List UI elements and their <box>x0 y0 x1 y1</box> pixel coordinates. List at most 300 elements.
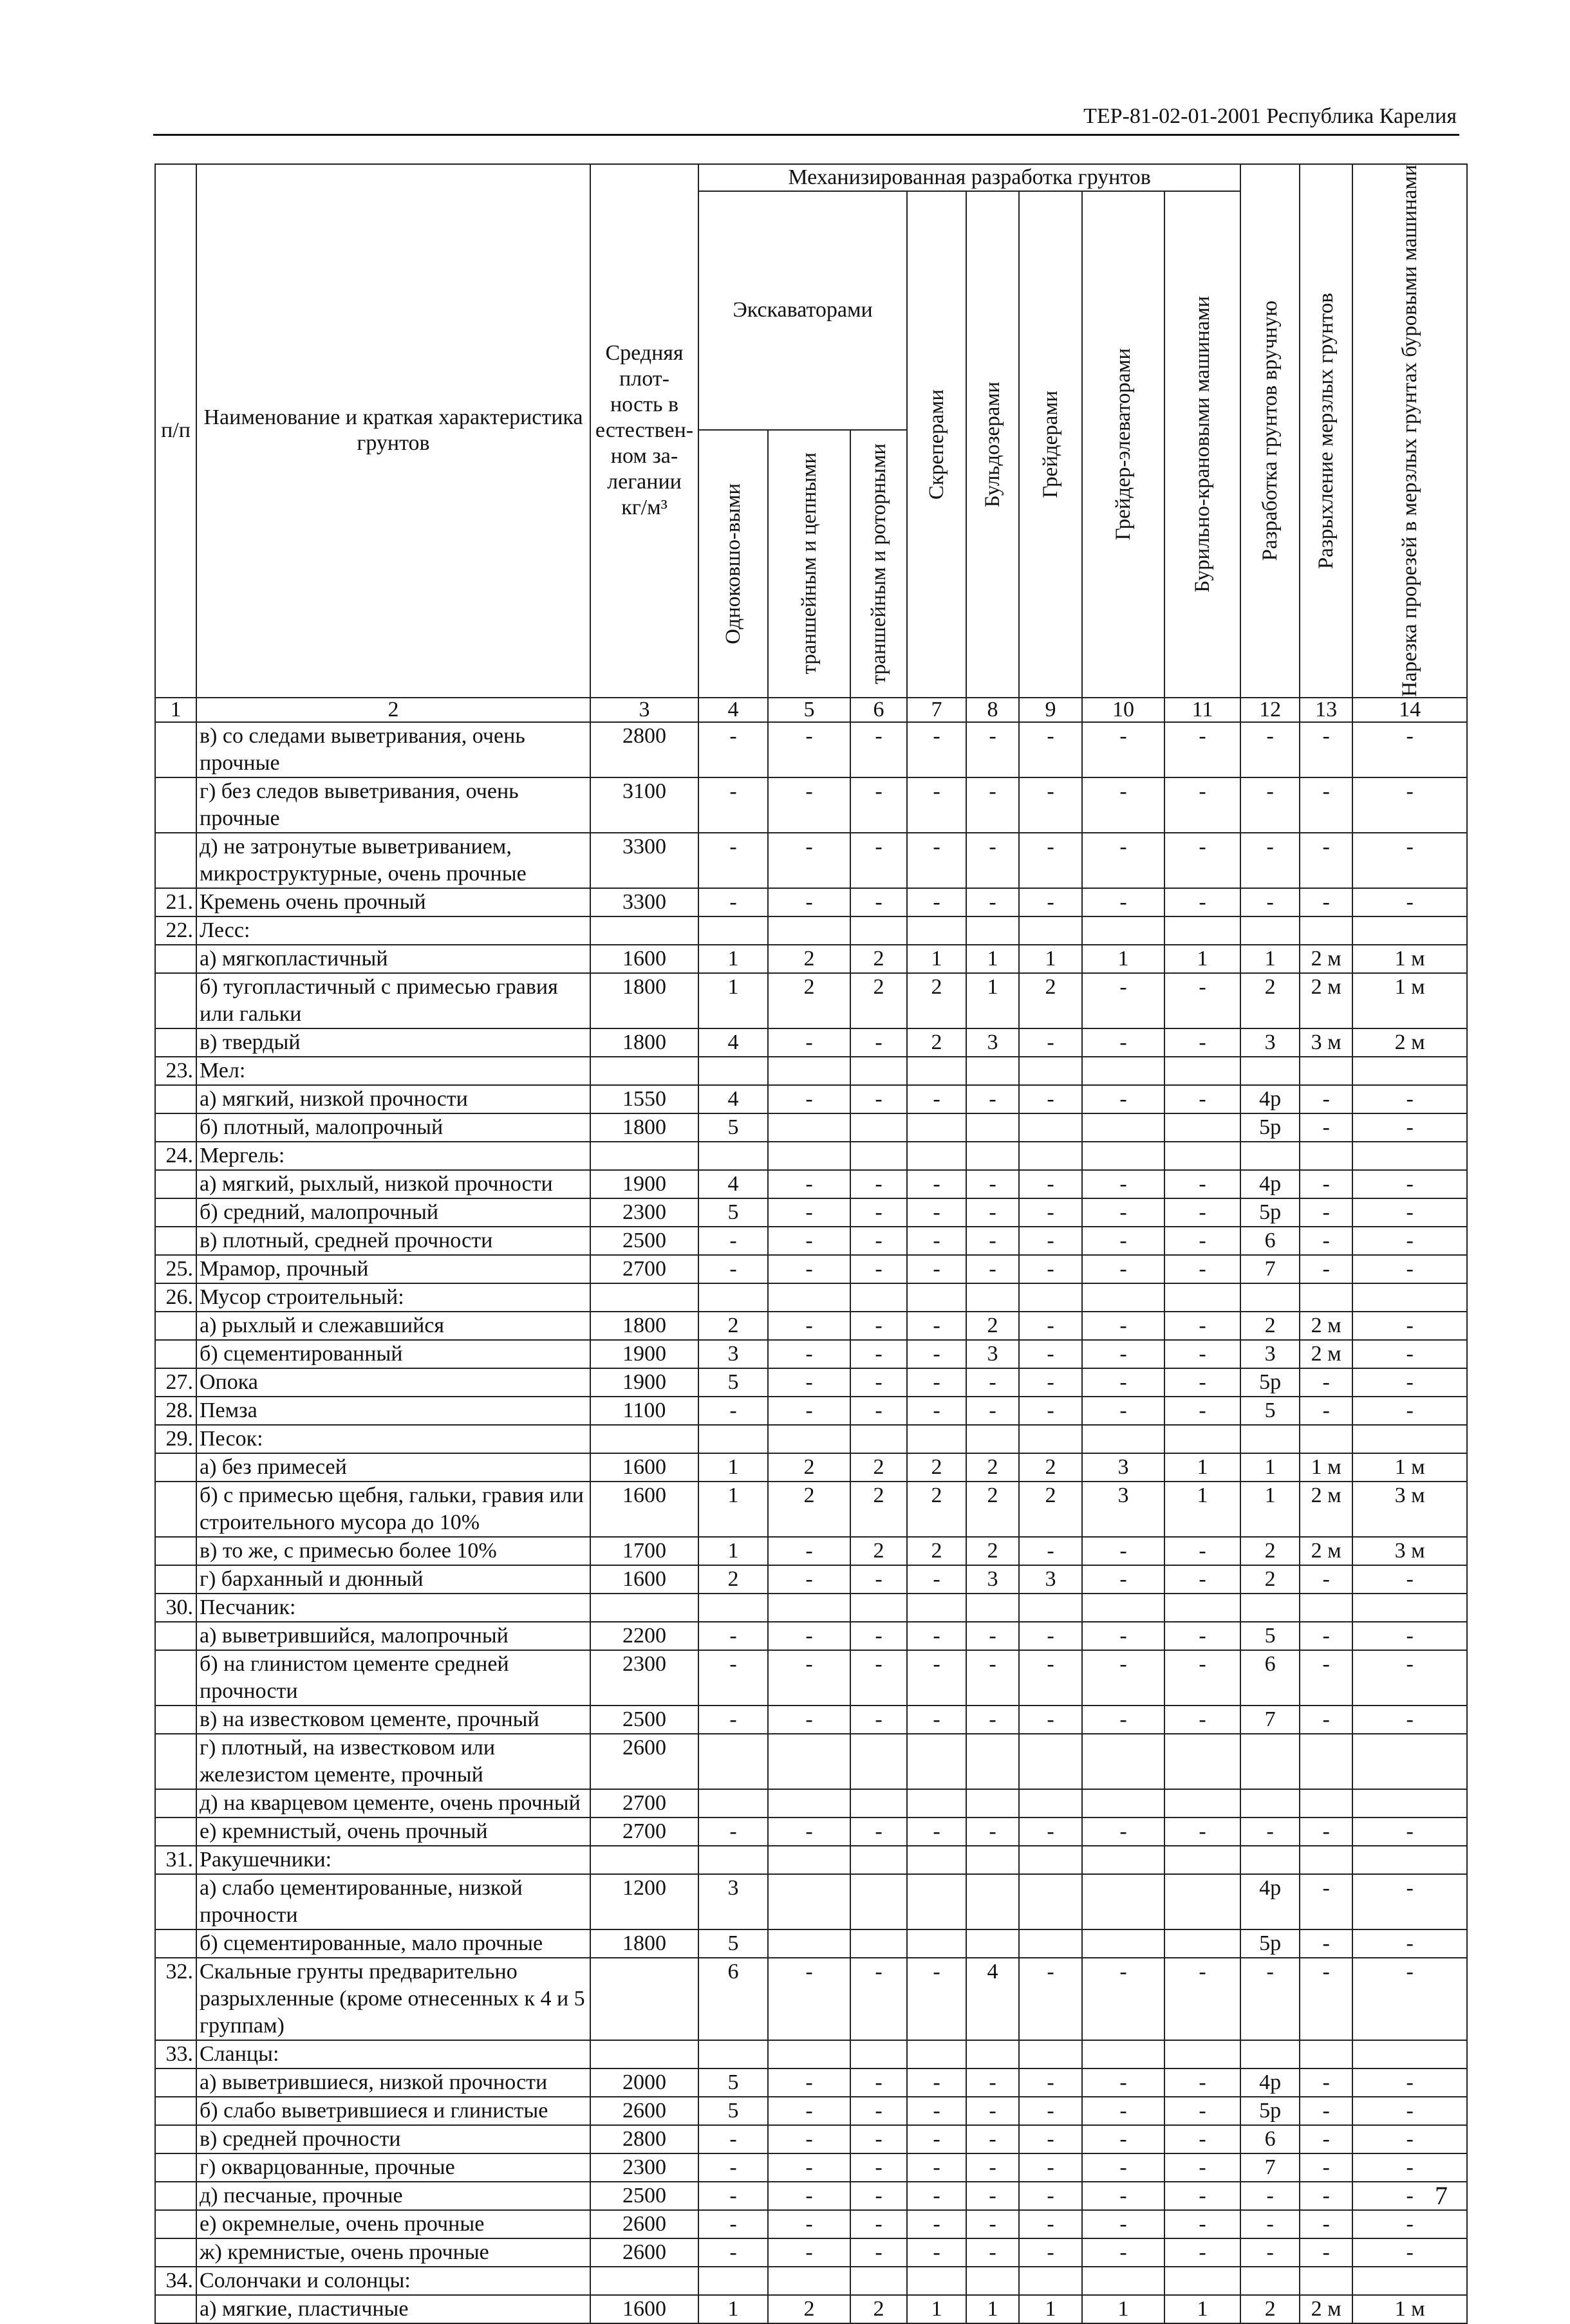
row-number <box>155 777 196 833</box>
soil-group-cell: - <box>1164 1817 1240 1846</box>
soil-group-cell: - <box>698 1397 768 1425</box>
soil-group-cell <box>1240 1425 1300 1453</box>
soil-group-cell <box>1082 1789 1164 1817</box>
soil-group-cell: - <box>1019 1817 1082 1846</box>
soil-group-cell: - <box>1019 2125 1082 2153</box>
soil-group-cell <box>1082 1929 1164 1958</box>
soil-group-cell: - <box>966 2068 1019 2097</box>
soil-group-cell: - <box>966 1368 1019 1397</box>
soil-group-cell: - <box>1352 2097 1467 2125</box>
soil-name: в) средней прочности <box>196 2125 590 2153</box>
soil-group-cell <box>1082 2040 1164 2068</box>
soil-group-cell: - <box>1240 833 1300 888</box>
soil-group-cell <box>1164 1929 1240 1958</box>
soil-group-cell: - <box>768 1650 850 1706</box>
document-header-title: ТЕР-81-02-01-2001 Республика Карелия <box>1083 104 1457 128</box>
table-row <box>155 1958 1467 2040</box>
soil-group-cell: - <box>698 833 768 888</box>
soil-group-cell: - <box>1082 973 1164 1028</box>
soil-group-cell: - <box>966 833 1019 888</box>
soil-group-cell: - <box>1019 1622 1082 1650</box>
soil-group-cell: 2 <box>1240 2295 1300 2323</box>
column-index-row <box>155 698 1467 722</box>
soil-group-cell: - <box>907 2068 966 2097</box>
row-number <box>155 833 196 888</box>
table-row <box>155 2125 1467 2153</box>
soil-name: Опока <box>196 1368 590 1397</box>
soil-group-cell: - <box>966 1170 1019 1198</box>
soil-group-cell: - <box>1019 1227 1082 1255</box>
table-row <box>155 1113 1467 1142</box>
soil-group-cell: - <box>698 1817 768 1846</box>
soil-group-cell <box>698 916 768 945</box>
soil-group-cell <box>966 1929 1019 1958</box>
soil-group-cell: 4р <box>1240 2068 1300 2097</box>
soil-group-cell: - <box>768 2125 850 2153</box>
soil-group-cell <box>1019 1057 1082 1085</box>
row-number <box>155 1817 196 1846</box>
density-value <box>590 916 698 945</box>
header-trench-rotor: траншейным и роторными <box>850 430 907 698</box>
table-row <box>155 1312 1467 1340</box>
soil-group-cell: - <box>1352 1650 1467 1706</box>
soil-group-cell <box>1240 1594 1300 1622</box>
soil-group-cell: - <box>966 1227 1019 1255</box>
header-scrapers: Скреперами <box>907 191 966 698</box>
soil-group-cell: 2 <box>907 1028 966 1057</box>
soil-group-cell: - <box>1019 1340 1082 1368</box>
soil-group-cell: - <box>850 1397 907 1425</box>
soil-group-cell <box>1164 2267 1240 2295</box>
soil-group-cell: - <box>1019 1028 1082 1057</box>
soil-group-cell: 5 <box>698 1198 768 1227</box>
soil-group-cell: 5 <box>1240 1622 1300 1650</box>
soil-group-cell: - <box>1300 1874 1352 1929</box>
soil-group-cell: - <box>850 777 907 833</box>
soil-group-cell: - <box>1352 722 1467 777</box>
soil-name: Песчаник: <box>196 1594 590 1622</box>
soil-group-cell: - <box>1240 2210 1300 2238</box>
soil-group-cell: 1 <box>1164 1453 1240 1482</box>
soil-group-cell <box>1240 2267 1300 2295</box>
density-value: 1550 <box>590 1085 698 1113</box>
soil-group-cell: - <box>1082 1622 1164 1650</box>
soil-group-cell: - <box>1300 2097 1352 2125</box>
soil-group-cell: - <box>1352 1565 1467 1594</box>
soil-group-cell: 2 <box>1240 1565 1300 1594</box>
soil-group-cell: - <box>1082 1227 1164 1255</box>
soil-group-cell: - <box>1164 1565 1240 1594</box>
soil-group-cell: - <box>1352 2125 1467 2153</box>
soil-group-cell: 2 <box>768 1482 850 1537</box>
header-divider <box>153 134 1459 136</box>
row-number <box>155 2210 196 2238</box>
soil-name: а) выветрившийся, малопрочный <box>196 1622 590 1650</box>
soil-group-cell <box>1019 1874 1082 1929</box>
soil-group-cell: 1 <box>1019 2295 1082 2323</box>
soil-group-cell: - <box>1352 1929 1467 1958</box>
soil-group-cell: - <box>1019 2153 1082 2182</box>
row-number: 21. <box>155 888 196 916</box>
soil-group-cell <box>698 1283 768 1312</box>
soil-name: Солончаки и солонцы: <box>196 2267 590 2295</box>
soil-group-cell: - <box>1082 1368 1164 1397</box>
soil-name: г) барханный и дюнный <box>196 1565 590 1594</box>
soil-group-cell: - <box>1240 1958 1300 2040</box>
table-row <box>155 1255 1467 1283</box>
density-value: 2700 <box>590 1817 698 1846</box>
soil-group-cell: - <box>1082 833 1164 888</box>
soil-group-cell: 3 <box>966 1028 1019 1057</box>
soil-group-cell: - <box>1082 1565 1164 1594</box>
soil-group-cell: - <box>1082 777 1164 833</box>
density-value <box>590 1057 698 1085</box>
soil-group-cell: - <box>1352 1397 1467 1425</box>
soil-group-cell <box>768 1113 850 1142</box>
soil-group-cell: - <box>768 1028 850 1057</box>
soil-group-cell: - <box>698 888 768 916</box>
soil-name: б) с примесью щебня, гальки, гравия или строительного мусора до 10% <box>196 1482 590 1537</box>
row-number: 30. <box>155 1594 196 1622</box>
soil-group-cell: - <box>1300 1565 1352 1594</box>
soil-group-cell: 2 м <box>1300 1482 1352 1537</box>
soil-group-cell: 4 <box>698 1170 768 1198</box>
soil-group-cell <box>1082 1142 1164 1170</box>
soil-group-cell: - <box>850 1255 907 1283</box>
soil-group-cell: 5 <box>1240 1397 1300 1425</box>
soil-group-cell: 1 <box>907 945 966 973</box>
soil-group-cell: - <box>907 833 966 888</box>
soil-group-cell: - <box>907 1340 966 1368</box>
soil-group-cell: 7 <box>1240 1706 1300 1734</box>
soil-group-cell <box>907 1057 966 1085</box>
soil-group-cell <box>907 2040 966 2068</box>
soil-group-cell: - <box>1300 1198 1352 1227</box>
soil-group-cell: 3 <box>1240 1028 1300 1057</box>
row-number <box>155 2068 196 2097</box>
soil-group-cell: 1 м <box>1352 945 1467 973</box>
soil-group-cell: 1 м <box>1352 973 1467 1028</box>
soil-group-cell <box>1300 1594 1352 1622</box>
soil-group-cell <box>966 916 1019 945</box>
soil-group-cell <box>1352 1142 1467 1170</box>
soil-group-cell: - <box>850 1085 907 1113</box>
soil-group-cell: 2 <box>850 945 907 973</box>
row-number: 25. <box>155 1255 196 1283</box>
soil-group-cell: - <box>1019 1958 1082 2040</box>
soil-group-cell: - <box>698 777 768 833</box>
row-number <box>155 1622 196 1650</box>
row-number <box>155 1650 196 1706</box>
soil-group-cell: - <box>768 1397 850 1425</box>
soil-group-cell: - <box>1019 1255 1082 1283</box>
soil-group-cell <box>907 2267 966 2295</box>
soil-group-cell: 2 <box>768 1453 850 1482</box>
row-number <box>155 1085 196 1113</box>
soil-group-cell <box>698 1734 768 1789</box>
soil-group-cell: - <box>1164 1255 1240 1283</box>
soil-group-cell <box>1019 1113 1082 1142</box>
soil-group-cell <box>966 1425 1019 1453</box>
density-value: 3100 <box>590 777 698 833</box>
column-index-cell: 4 <box>698 698 768 722</box>
soil-group-cell <box>966 1283 1019 1312</box>
soil-name: в) твердый <box>196 1028 590 1057</box>
density-value: 2500 <box>590 1227 698 1255</box>
header-trench-chain: траншейным и цепными <box>768 430 850 698</box>
soil-group-cell <box>850 1142 907 1170</box>
table-row <box>155 1846 1467 1874</box>
density-value: 2000 <box>590 2068 698 2097</box>
header-number: п/п <box>155 164 196 698</box>
soil-group-cell <box>1019 1846 1082 1874</box>
soil-group-cell <box>850 1283 907 1312</box>
soil-group-cell: - <box>1164 1198 1240 1227</box>
soil-group-cell <box>1240 916 1300 945</box>
header-bulldozers: Бульдозерами <box>966 191 1019 698</box>
soil-group-cell: - <box>1300 1255 1352 1283</box>
soil-name: в) плотный, средней прочности <box>196 1227 590 1255</box>
soil-group-cell <box>1352 2267 1467 2295</box>
soil-group-cell: - <box>1300 2125 1352 2153</box>
soil-group-cell <box>1164 1846 1240 1874</box>
row-number: 33. <box>155 2040 196 2068</box>
soil-group-cell: - <box>768 1085 850 1113</box>
density-value <box>590 2040 698 2068</box>
soil-group-cell <box>1164 1113 1240 1142</box>
soil-group-cell: - <box>1300 1817 1352 1846</box>
soil-group-cell <box>1300 916 1352 945</box>
table-row <box>155 2182 1467 2210</box>
soil-group-cell: - <box>907 1622 966 1650</box>
soil-group-cell: - <box>907 1198 966 1227</box>
soil-group-cell: - <box>1352 1227 1467 1255</box>
soil-group-cell: - <box>698 1706 768 1734</box>
soil-group-cell: 5 <box>698 1368 768 1397</box>
soil-group-cell <box>768 2040 850 2068</box>
soil-group-cell: - <box>1164 1340 1240 1368</box>
density-value: 2700 <box>590 1789 698 1817</box>
soil-name: а) мягкий, низкой прочности <box>196 1085 590 1113</box>
soil-group-cell <box>1019 2040 1082 2068</box>
table-row <box>155 1650 1467 1706</box>
row-number: 22. <box>155 916 196 945</box>
soil-group-cell: 4 <box>698 1028 768 1057</box>
row-number <box>155 1028 196 1057</box>
soil-group-cell: - <box>1352 777 1467 833</box>
soil-group-cell <box>966 1142 1019 1170</box>
header-grader-elevators: Грейдер-элеваторами <box>1082 191 1164 698</box>
soil-group-cell: - <box>1082 888 1164 916</box>
density-value: 2200 <box>590 1622 698 1650</box>
soil-group-cell <box>698 1057 768 1085</box>
soil-group-cell <box>1019 1142 1082 1170</box>
soil-group-cell: - <box>1352 1255 1467 1283</box>
soil-group-cell: 5р <box>1240 2097 1300 2125</box>
soil-name: д) песчаные, прочные <box>196 2182 590 2210</box>
soil-group-cell: - <box>1300 1622 1352 1650</box>
soil-group-cell: - <box>907 888 966 916</box>
soil-group-cell: 6 <box>1240 2125 1300 2153</box>
soil-group-cell: - <box>698 1255 768 1283</box>
soil-group-cell: - <box>1082 2125 1164 2153</box>
soil-group-cell <box>768 1874 850 1929</box>
soil-group-cell: - <box>1300 1113 1352 1142</box>
soil-group-cell <box>907 1283 966 1312</box>
soil-group-cell: 4 <box>966 1958 1019 2040</box>
soil-group-cell <box>768 2267 850 2295</box>
soil-group-cell: - <box>966 888 1019 916</box>
column-index-cell: 6 <box>850 698 907 722</box>
soil-group-cell: - <box>1019 1085 1082 1113</box>
soil-group-cell: 5 <box>698 2097 768 2125</box>
soil-group-cell <box>1164 1734 1240 1789</box>
soil-group-cell: - <box>768 1227 850 1255</box>
soil-group-cell: 7 <box>1240 2153 1300 2182</box>
soil-name: а) слабо цементированные, низкой прочности <box>196 1874 590 1929</box>
table-body <box>155 722 1467 2323</box>
table-row <box>155 1028 1467 1057</box>
soil-group-cell <box>1082 916 1164 945</box>
soil-group-cell: - <box>1019 777 1082 833</box>
density-value: 1800 <box>590 1113 698 1142</box>
soil-group-cell <box>1164 1594 1240 1622</box>
soil-group-cell: 2 <box>1240 1537 1300 1565</box>
table-row <box>155 1789 1467 1817</box>
header-frozen-cutting: Нарезка прорезей в мерзлых грунтах буровыми машинами <box>1352 164 1467 698</box>
row-number <box>155 2125 196 2153</box>
soil-group-cell: - <box>768 2153 850 2182</box>
soil-group-cell: - <box>850 1650 907 1706</box>
soil-group-cell <box>966 2040 1019 2068</box>
header-frozen-loosening: Разрыхление мерзлых грунтов <box>1300 164 1352 698</box>
table-row <box>155 945 1467 973</box>
soil-name: д) не затронутые выветриванием, микроструктурные, очень прочные <box>196 833 590 888</box>
row-number <box>155 2153 196 2182</box>
soil-name: г) плотный, на известковом или железистом цементе, прочный <box>196 1734 590 1789</box>
column-index-cell: 5 <box>768 698 850 722</box>
soil-group-cell: 2 <box>768 973 850 1028</box>
soil-group-cell: - <box>1300 1958 1352 2040</box>
soil-name: Мусор строительный: <box>196 1283 590 1312</box>
soil-group-cell: - <box>907 1397 966 1425</box>
soil-group-cell: 2 <box>1019 973 1082 1028</box>
column-index-cell: 2 <box>196 698 590 722</box>
header-density: Средняя плот-ность в естествен-ном за-легании кг/м³ <box>590 164 698 698</box>
soil-group-cell: - <box>1164 722 1240 777</box>
soil-group-cell: - <box>1082 1028 1164 1057</box>
soil-group-cell: - <box>1082 1312 1164 1340</box>
soil-group-cell: 1 м <box>1352 2295 1467 2323</box>
soil-group-cell: 3 <box>698 1874 768 1929</box>
soil-group-cell: 3 <box>1082 1453 1164 1482</box>
soil-group-cell: 3 <box>1240 1340 1300 1368</box>
soil-group-cell: - <box>768 1340 850 1368</box>
column-index-cell: 1 <box>155 698 196 722</box>
soil-group-cell: - <box>966 2125 1019 2153</box>
soil-group-cell: - <box>1240 722 1300 777</box>
soil-group-cell: - <box>850 1622 907 1650</box>
soil-group-cell: - <box>966 1622 1019 1650</box>
soil-name: Ракушечники: <box>196 1846 590 1874</box>
soil-name: в) то же, с примесью более 10% <box>196 1537 590 1565</box>
soil-group-cell: - <box>1300 2182 1352 2210</box>
soil-group-cell <box>1352 1734 1467 1789</box>
soil-group-cell: - <box>1082 1650 1164 1706</box>
column-index-cell: 13 <box>1300 698 1352 722</box>
soil-group-cell <box>850 1874 907 1929</box>
soil-group-cell <box>1240 1057 1300 1085</box>
soil-group-cell: - <box>850 1227 907 1255</box>
header-graders: Грейдерами <box>1019 191 1082 698</box>
soil-name: Лесс: <box>196 916 590 945</box>
table-row <box>155 973 1467 1028</box>
density-value: 1600 <box>590 1565 698 1594</box>
soil-group-cell <box>966 1846 1019 1874</box>
soil-group-cell <box>1019 1734 1082 1789</box>
soil-group-cell <box>1240 1734 1300 1789</box>
soil-group-cell: - <box>698 2238 768 2267</box>
row-number <box>155 1874 196 1929</box>
soil-group-cell <box>1352 1057 1467 1085</box>
soil-group-cell: - <box>1082 722 1164 777</box>
row-number <box>155 1113 196 1142</box>
density-value: 1900 <box>590 1340 698 1368</box>
soil-group-cell: - <box>1164 1028 1240 1057</box>
soil-group-cell: - <box>1164 833 1240 888</box>
soil-group-cell: 1 <box>698 973 768 1028</box>
soil-group-cell: - <box>907 2097 966 2125</box>
soil-group-cell: - <box>907 1565 966 1594</box>
row-number: 31. <box>155 1846 196 1874</box>
soil-group-cell: - <box>966 1397 1019 1425</box>
soil-name: Кремень очень прочный <box>196 888 590 916</box>
soil-group-cell: - <box>1164 1312 1240 1340</box>
row-number <box>155 1312 196 1340</box>
soil-group-cell: - <box>1300 1368 1352 1397</box>
soil-group-cell: - <box>1019 1706 1082 1734</box>
soil-group-cell: - <box>850 1817 907 1846</box>
soil-name: Мрамор, прочный <box>196 1255 590 1283</box>
soil-group-cell <box>907 1929 966 1958</box>
soil-name: б) сцементированный <box>196 1340 590 1368</box>
header-drilling-crane-machines: Бурильно-крановыми машинами <box>1164 191 1240 698</box>
soil-group-cell: - <box>1164 1622 1240 1650</box>
table-row <box>155 1874 1467 1929</box>
table-row <box>155 1142 1467 1170</box>
row-number <box>155 1170 196 1198</box>
row-number <box>155 1340 196 1368</box>
soil-group-cell: 1 <box>1240 1482 1300 1537</box>
soil-group-cell <box>907 1874 966 1929</box>
soil-name: в) со следами выветривания, очень прочные <box>196 722 590 777</box>
soil-group-cell: - <box>907 1085 966 1113</box>
soil-group-cell: 1 <box>907 2295 966 2323</box>
soil-group-cell: 3 <box>698 1340 768 1368</box>
row-number <box>155 1482 196 1537</box>
soil-group-cell: - <box>1019 1198 1082 1227</box>
soil-group-cell <box>1300 1142 1352 1170</box>
soil-group-cell <box>1240 2040 1300 2068</box>
soil-group-cell: - <box>1019 2068 1082 2097</box>
soil-group-cell: - <box>1352 1312 1467 1340</box>
soil-group-cell: - <box>1019 1368 1082 1397</box>
soil-name: б) плотный, малопрочный <box>196 1113 590 1142</box>
soil-group-cell: - <box>768 2182 850 2210</box>
table-row <box>155 2153 1467 2182</box>
soil-group-cell: - <box>768 1817 850 1846</box>
soil-group-cell: - <box>907 1312 966 1340</box>
